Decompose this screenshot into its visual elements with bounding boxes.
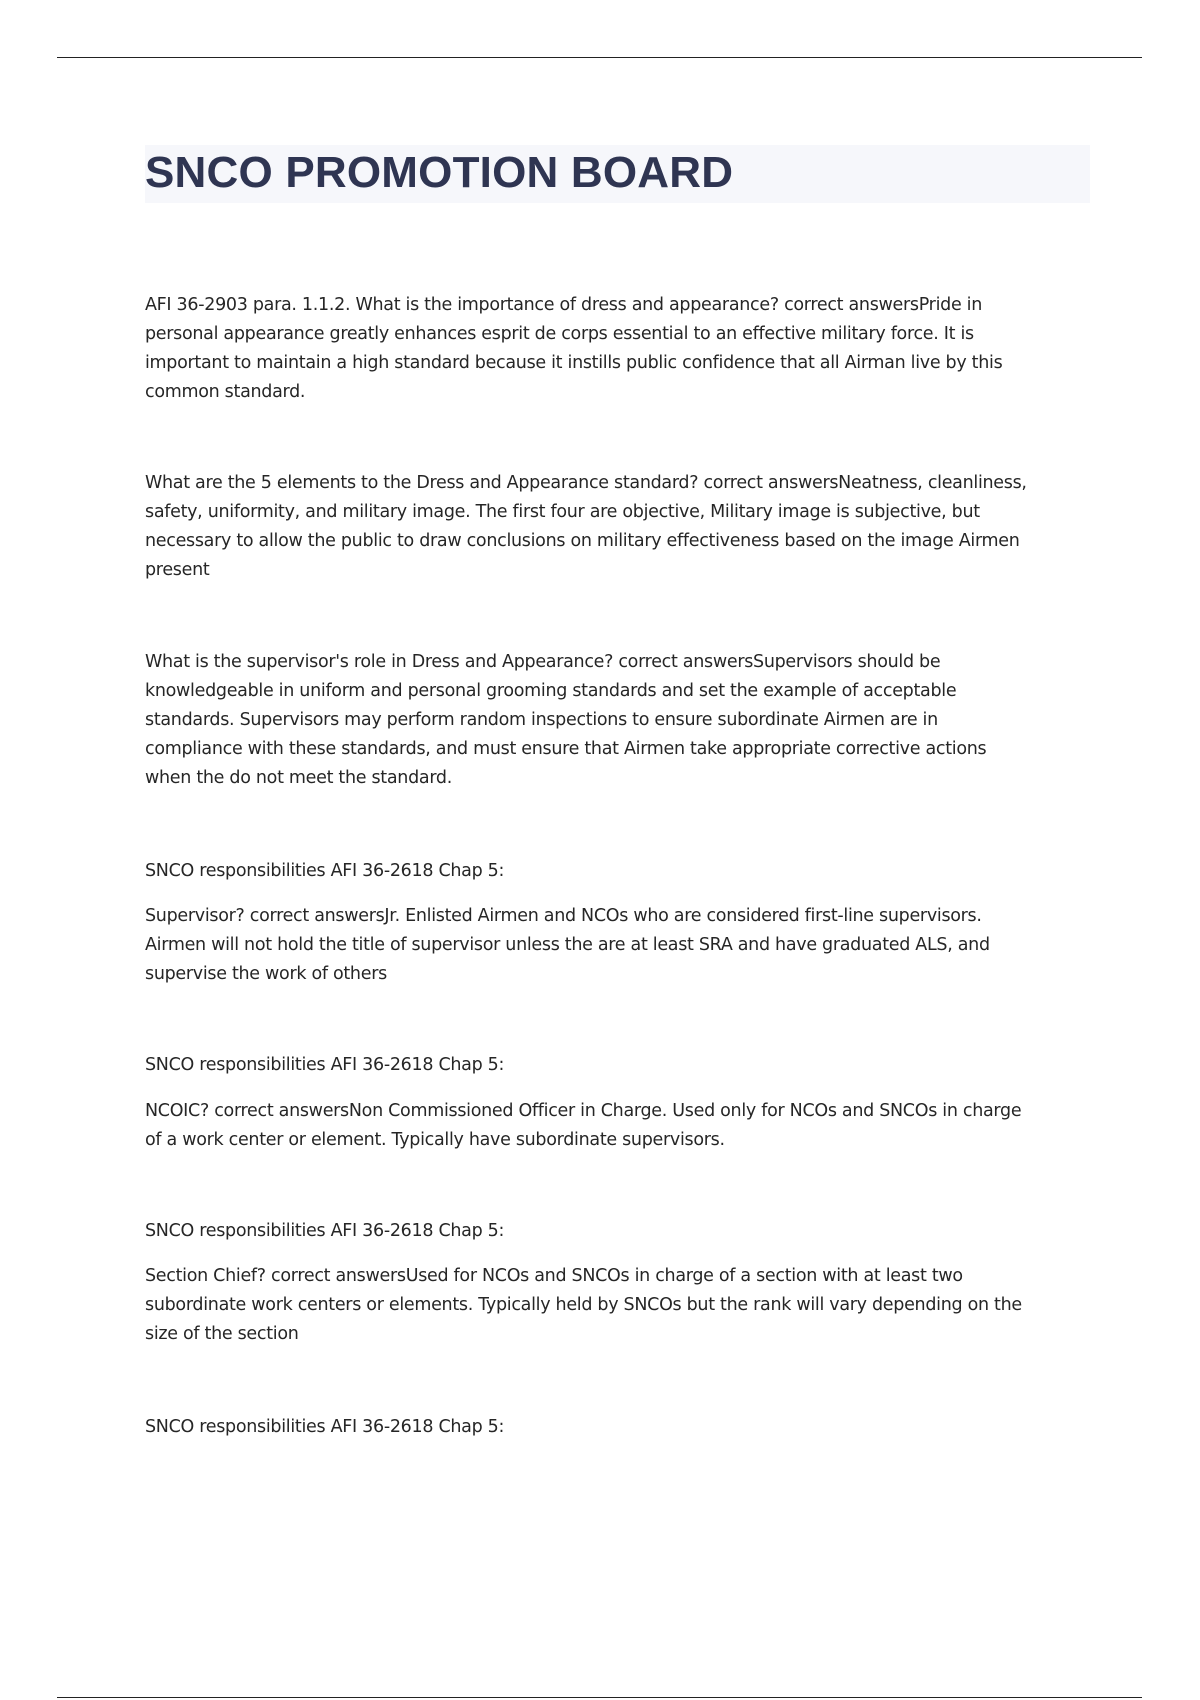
text-line: Airmen will not hold the title of supervisor unless the are at least SRA and have graduated ALS, and xyxy=(145,935,990,955)
text-line: SNCO responsibilities AFI 36-2618 Chap 5: xyxy=(145,1055,505,1075)
text-line: size of the section xyxy=(145,1324,299,1344)
text-line: What are the 5 elements to the Dress and Appearance standard? correct answersNeatness, cleanliness, xyxy=(145,473,1027,493)
section-heading-snco-responsibilities xyxy=(145,1217,1095,1246)
document-title: SNCO PROMOTION BOARD xyxy=(145,148,734,197)
text-line: knowledgeable in uniform and personal grooming standards and set the example of acceptable xyxy=(145,681,957,701)
qa-paragraph-ncoic xyxy=(145,1097,1095,1155)
text-line: supervise the work of others xyxy=(145,964,387,984)
qa-paragraph-supervisor xyxy=(145,902,1095,989)
text-line: AFI 36-2903 para. 1.1.2. What is the importance of dress and appearance? correct answersPride in xyxy=(145,295,983,315)
text-line: compliance with these standards, and must ensure that Airmen take appropriate corrective actions xyxy=(145,739,987,759)
qa-paragraph-supervisor-role xyxy=(145,648,1095,793)
text-line: standards. Supervisors may perform random inspections to ensure subordinate Airmen are in xyxy=(145,710,938,730)
text-line: SNCO responsibilities AFI 36-2618 Chap 5: xyxy=(145,1221,505,1241)
text-line: What is the supervisor's role in Dress and Appearance? correct answersSupervisors should be xyxy=(145,652,941,672)
text-line: important to maintain a high standard because it instills public confidence that all Airman live by this xyxy=(145,353,1003,373)
text-line: necessary to allow the public to draw conclusions on military effectiveness based on the image Airmen xyxy=(145,531,1020,551)
qa-paragraph-five-elements xyxy=(145,469,1095,585)
section-heading-snco-responsibilities xyxy=(145,1051,1095,1080)
text-line: present xyxy=(145,560,210,580)
text-line: SNCO responsibilities AFI 36-2618 Chap 5: xyxy=(145,1417,505,1437)
text-line: SNCO responsibilities AFI 36-2618 Chap 5: xyxy=(145,861,505,881)
text-line: personal appearance greatly enhances esprit de corps essential to an effective military force. It is xyxy=(145,324,974,344)
qa-paragraph-section-chief xyxy=(145,1262,1095,1349)
top-rule xyxy=(57,57,1142,58)
text-line: subordinate work centers or elements. Typically held by SNCOs but the rank will vary depending on the xyxy=(145,1295,1022,1315)
section-heading-snco-responsibilities xyxy=(145,857,1095,886)
text-line: when the do not meet the standard. xyxy=(145,768,452,788)
text-line: safety, uniformity, and military image. The first four are objective, Military image is subjective, but xyxy=(145,502,980,522)
qa-paragraph-dress-importance xyxy=(145,291,1095,407)
text-line: common standard. xyxy=(145,382,306,402)
text-line: Section Chief? correct answersUsed for NCOs and SNCOs in charge of a section with at least two xyxy=(145,1266,963,1286)
text-line: NCOIC? correct answersNon Commissioned Officer in Charge. Used only for NCOs and SNCOs in charge xyxy=(145,1101,1022,1121)
text-line: of a work center or element. Typically have subordinate supervisors. xyxy=(145,1130,725,1150)
bottom-rule xyxy=(57,1697,1142,1698)
section-heading-snco-responsibilities xyxy=(145,1413,1095,1442)
text-line: Supervisor? correct answersJr. Enlisted Airmen and NCOs who are considered first-line supervisors. xyxy=(145,906,982,926)
